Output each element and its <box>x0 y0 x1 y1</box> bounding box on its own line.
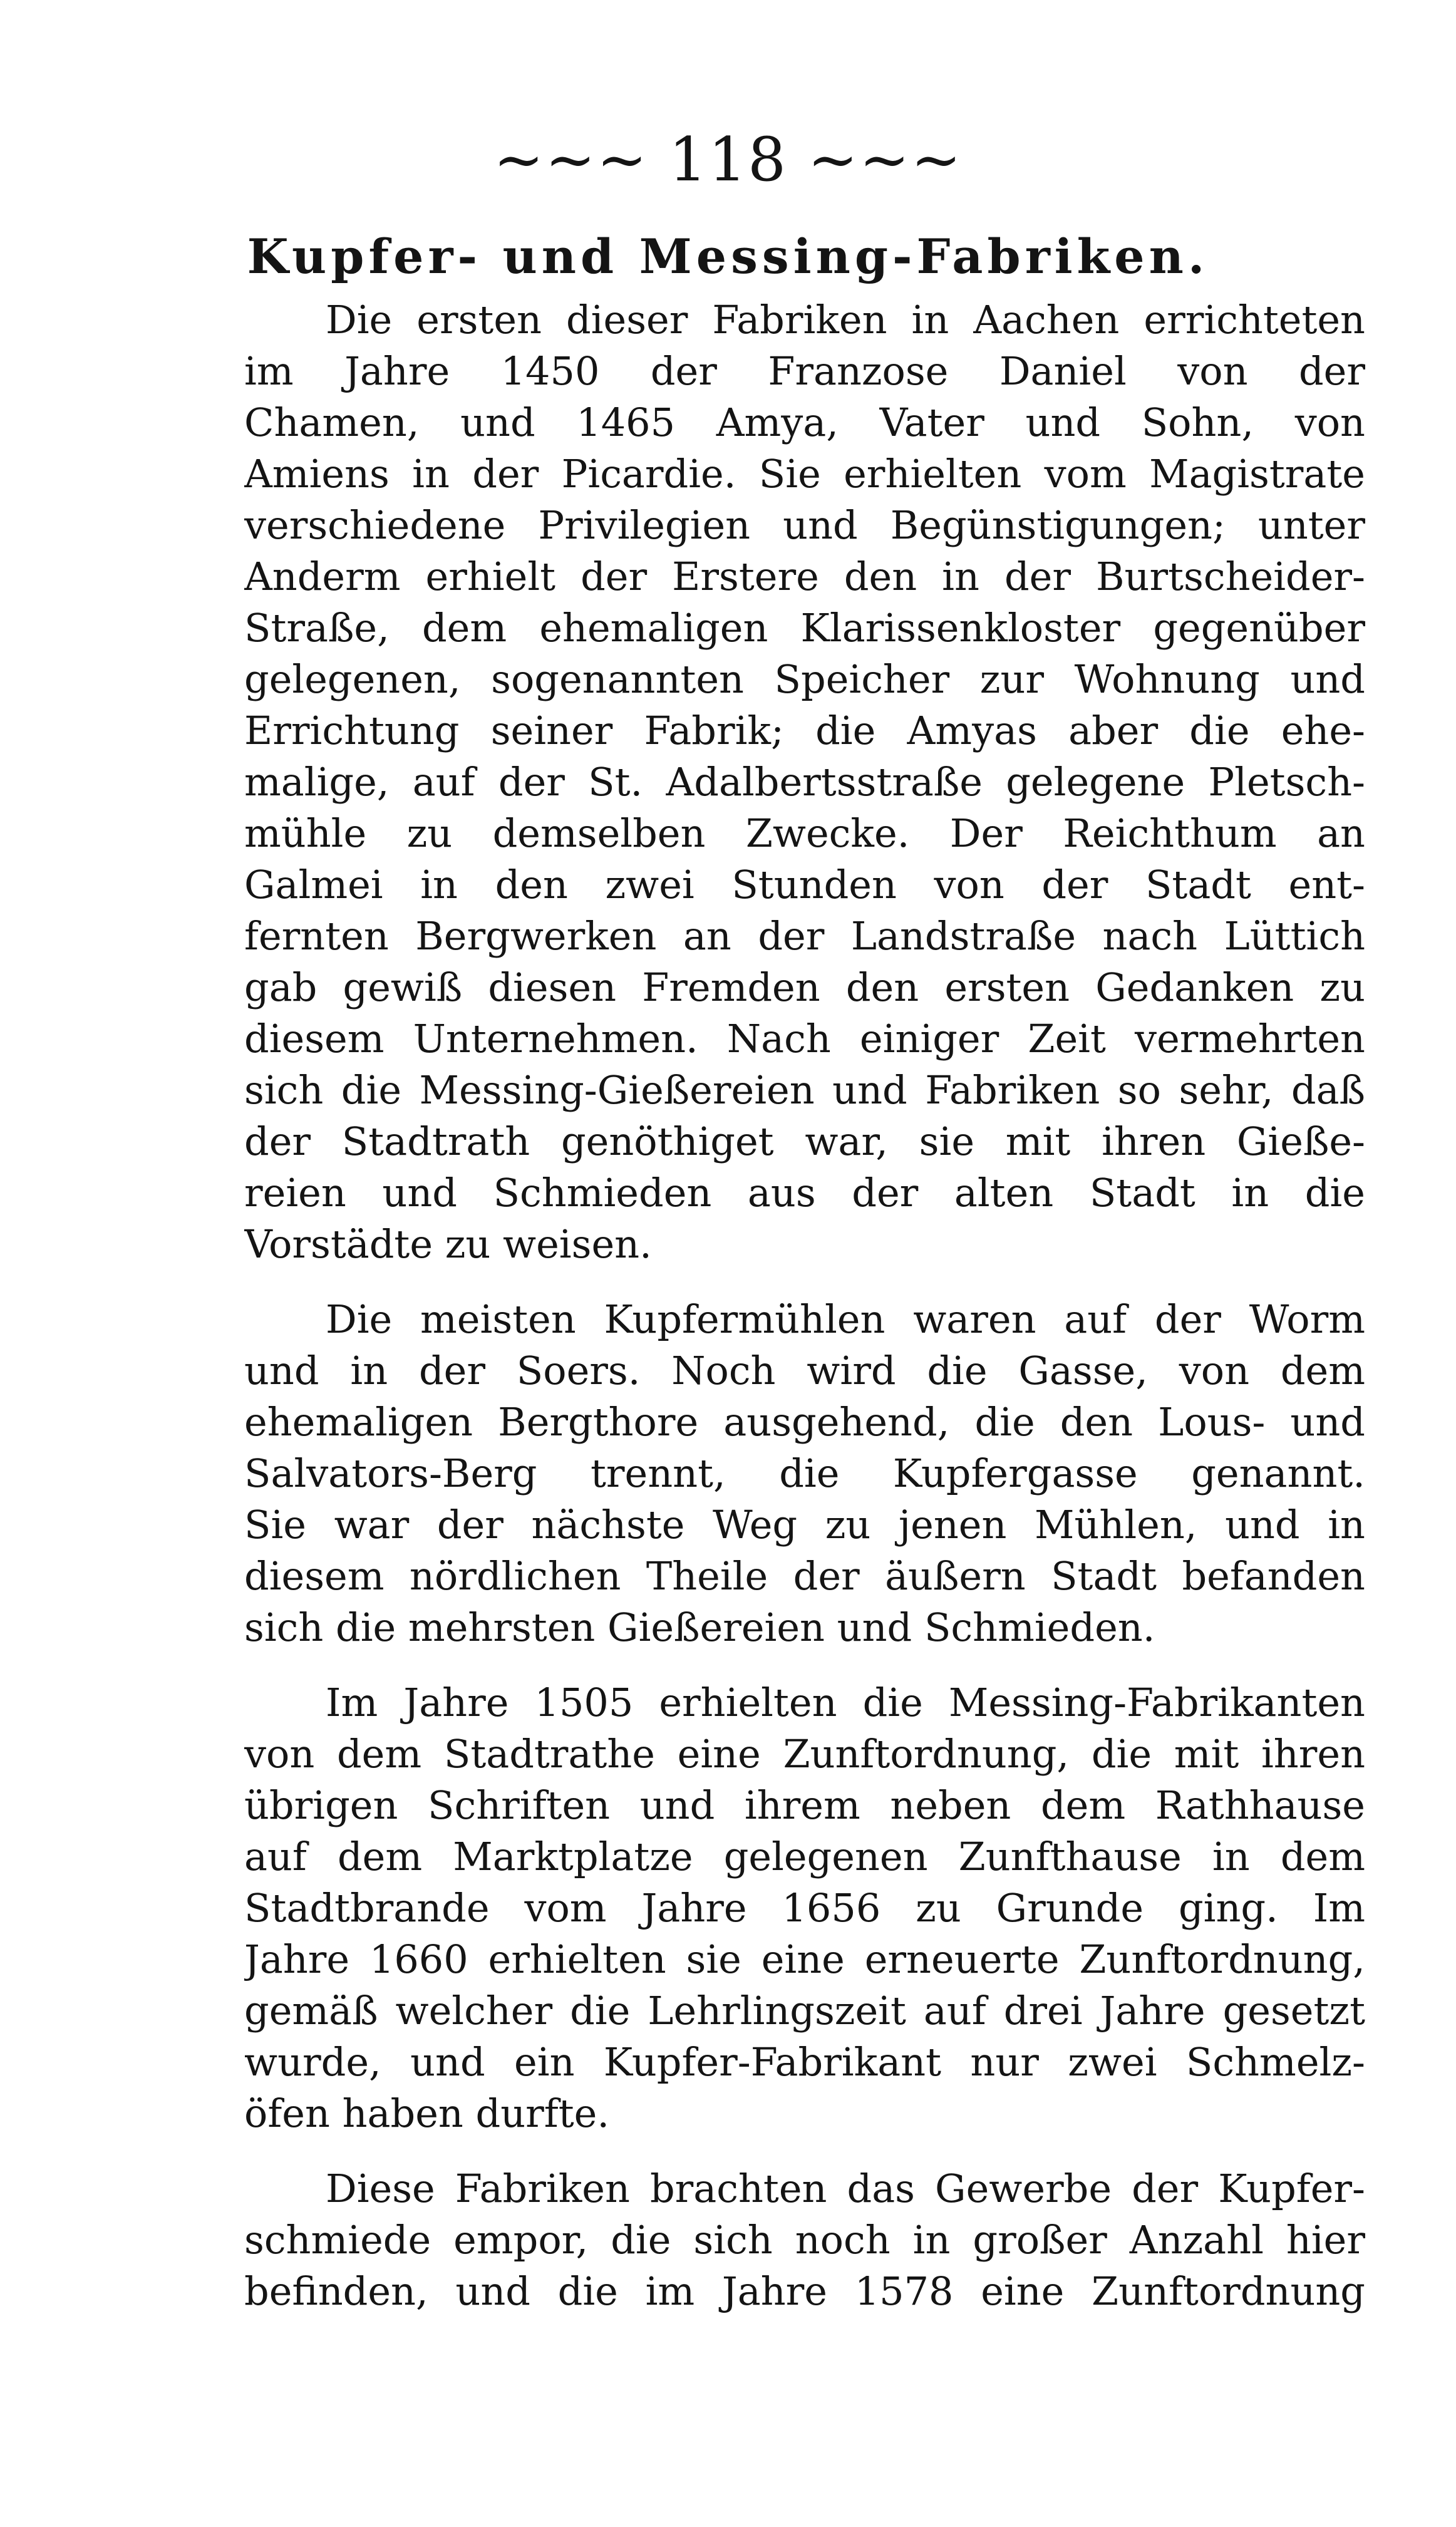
text-line: gelegenen, sogenannten Speicher zur Wohnung und <box>244 656 1365 702</box>
text-line: Die ersten dieser Fabriken in Aachen errichteten <box>326 297 1365 343</box>
text-line: diesem nördlichen Theile der äußern Stadt befanden <box>244 1553 1365 1599</box>
paragraph <box>244 1294 1365 1653</box>
header-ornament-left: ~~~ <box>493 125 649 195</box>
text-line: gemäß welcher die Lehrlingszeit auf drei Jahre gesetzt <box>244 1988 1365 2033</box>
text-line: Stadtbrande vom Jahre 1656 zu Grunde ging. Im <box>244 1885 1365 1931</box>
text-line: im Jahre 1450 der Franzose Daniel von der <box>244 348 1365 394</box>
text-line: gab gewiß diesen Fremden den ersten Gedanken zu <box>244 964 1365 1010</box>
text-line: sich die Messing-Gießereien und Fabriken so sehr, daß <box>244 1067 1365 1113</box>
text-line: der Stadtrath genöthiget war, sie mit ihren Gieße- <box>244 1119 1365 1164</box>
page-header <box>0 113 1456 207</box>
text-line: von dem Stadtrathe eine Zunftordnung, die mit ihren <box>244 1731 1365 1777</box>
text-line: übrigen Schriften und ihrem neben dem Rathhause <box>244 1782 1365 1828</box>
text-line: Galmei in den zwei Stunden von der Stadt ent- <box>244 862 1365 907</box>
text-line: Salvators-Berg trennt, die Kupfergasse genannt. <box>244 1450 1365 1496</box>
section-title: Kupfer- und Messing-Fabriken. <box>247 229 1209 284</box>
paragraph <box>244 294 1365 1270</box>
paragraph <box>244 1677 1365 2139</box>
text-line: reien und Schmieden aus der alten Stadt in die <box>244 1170 1365 1216</box>
text-line: Straße, dem ehemaligen Klarissenkloster gegenüber <box>244 605 1365 651</box>
text-line: Jahre 1660 erhielten sie eine erneuerte Zunftordnung, <box>244 1936 1365 1982</box>
text-line: schmiede empor, die sich noch in großer Anzahl hier <box>244 2217 1365 2263</box>
text-line: fernten Bergwerken an der Landstraße nach Lüttich <box>244 913 1365 959</box>
text-line: Amiens in der Picardie. Sie erhielten vom Magistrate <box>244 451 1365 497</box>
text-line: diesem Unternehmen. Nach einiger Zeit vermehrten <box>244 1016 1365 1062</box>
text-line: mühle zu demselben Zwecke. Der Reichthum an <box>244 810 1365 856</box>
header-ornament-right: ~~~ <box>807 125 963 195</box>
text-line: malige, auf der St. Adalbertsstraße gelegene Pletsch- <box>244 759 1365 805</box>
text-line: Diese Fabriken brachten das Gewerbe der Kupfer- <box>326 2166 1365 2211</box>
text-line: Im Jahre 1505 erhielten die Messing-Fabrikanten <box>326 1680 1365 1725</box>
page-number: 118 <box>668 125 788 195</box>
text-line: sich die mehrsten Gießereien und Schmieden. <box>244 1605 1155 1650</box>
text-line: wurde, und ein Kupfer-Fabrikant nur zwei Schmelz- <box>244 2039 1365 2085</box>
text-line: Vorstädte zu weisen. <box>244 1221 652 1267</box>
text-line: öfen haben durfte. <box>244 2090 610 2136</box>
text-line: Anderm erhielt der Erstere den in der Burtscheider- <box>244 554 1365 599</box>
text-line: Die meisten Kupfermühlen waren auf der Worm <box>326 1296 1365 1342</box>
text-line: und in der Soers. Noch wird die Gasse, von dem <box>244 1348 1365 1393</box>
text-line: ehemaligen Bergthore ausgehend, die den Lous- und <box>244 1399 1365 1445</box>
text-line: verschiedene Privilegien und Begünstigungen; unter <box>244 502 1365 548</box>
paragraph <box>244 2163 1365 2317</box>
body-text <box>244 294 1365 2317</box>
text-line: Chamen, und 1465 Amya, Vater und Sohn, von <box>244 400 1365 445</box>
text-line: Errichtung seiner Fabrik; die Amyas aber die ehe- <box>244 708 1365 753</box>
text-line: Sie war der nächste Weg zu jenen Mühlen, und in <box>244 1502 1365 1548</box>
text-line: befinden, und die im Jahre 1578 eine Zunftordnung <box>244 2268 1365 2314</box>
text-line: auf dem Marktplatze gelegenen Zunfthause in dem <box>244 1834 1365 1879</box>
